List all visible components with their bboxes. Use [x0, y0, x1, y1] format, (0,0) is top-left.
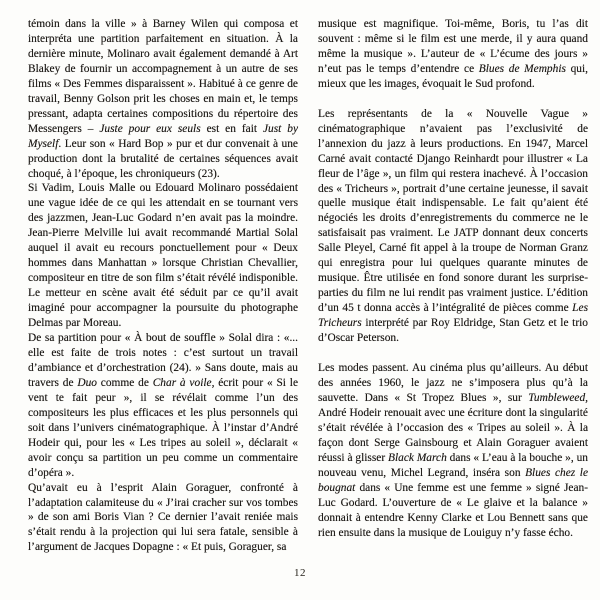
paragraph	[28, 17, 298, 181]
body-text: dans « Une femme est une femme » signé Jean-Luc Godard. L’ouverture de « Le glaive et la balance » donnait à entendre Kenny Clarke et Lou Bennett sans que rien ensuite dans la musique de Louiguy n’y fasse écho.	[318, 481, 588, 539]
body-text: Si Vadim, Louis Malle ou Edouard Molinaro possédaient une vague idée de ce qui les attendait en se tournant vers des jazzmen, Jean-Luc Godard n’en avait pas la moindre. Jean-Pierre Melville lui avait recommandé Martial Solal auquel il avait eu recours ponctuellement pour « Deux hommes dans Manhattan » lorsque Christian Chevallier, compositeur en titre de son film s’était révélé indisponible. Le metteur en scène avait été séduit par ce qu’il avait imaginé pour accompagner la poursuite du photographe Delmas par Moreau.	[28, 182, 298, 330]
body-text: est en fait	[200, 122, 263, 135]
paragraph	[28, 481, 298, 556]
work-title-italic: Just by Myself	[28, 122, 298, 150]
paragraph	[318, 17, 588, 92]
body-text: musique est magnifique. Toi-même, Boris, tu l’as dit souvent : même si le film est une merde, il y aura quand même la musique ». L’auteur de « L’écume des jours » n’eut pas le temps d’entendre ce	[318, 18, 588, 75]
body-text: qui, mieux que les images, évoquait le Sud profond.	[318, 62, 588, 90]
paragraph	[318, 107, 588, 346]
body-text: Les modes passent. Au cinéma plus qu’ailleurs. Au début des années 1960, le jazz ne s’imposera plus qu’à la sauvette. Dans « St Tropez Blues », sur	[318, 362, 588, 404]
body-text: Qu’avait eu à l’esprit Alain Goraguer, confronté à l’adaptation calamiteuse du « J’irai cracher sur vos tombes » de son ami Boris Vian ? Ce dernier l’avait reniée mais s’était rendu à la projection qui lui sera fatale, sensible à l’argument de Jacques Dopagne : « Et puis, Goraguer, sa	[28, 481, 298, 554]
paragraph	[318, 361, 588, 540]
work-title-italic: Blues chez le bougnat	[318, 466, 589, 494]
work-title-italic: Duo	[77, 376, 97, 389]
work-title-italic: Les Tricheurs	[318, 302, 588, 330]
paragraph	[28, 181, 298, 331]
work-title-italic: Juste pour eux seuls	[99, 122, 201, 135]
body-text: interprété par Roy Eldridge, Stan Getz et le trio d’Oscar Peterson.	[318, 317, 588, 345]
body-text: . Leur son « Hard Bop » pur et dur convenait à une production dont la brutalité de certaines séquences avait choqué, à l’époque, les chroniqueurs (23).	[28, 137, 298, 180]
body-text: André Hodeir renouait avec une écriture dont la singularité s’était révélée à l’occasion des « Tripes au soleil ». À la façon dont Serge Gainsbourg et Alain Goraguer avaient réussi à glisser	[318, 406, 588, 464]
page-number: 12	[294, 567, 306, 579]
work-title-italic: Blues de Memphis	[478, 62, 566, 75]
work-title-italic: Char à voile,	[152, 376, 215, 389]
body-text: dans « L’eau à la bouche », un nouveau venu, Michel Legrand, inséra son	[318, 451, 588, 479]
paragraph	[28, 331, 298, 481]
text-column-right	[318, 17, 588, 540]
body-text: comme de	[96, 376, 153, 389]
body-text: écrit pour « Si le vent te fait peur », il se révélait comme l’un des compositeurs les plus efficaces et les plus personnels qui soit dans l’univers cinématographique. À l’instar d’André Hodeir qui, pour les « Les tripes au soleil », déclarait « avoir conçu sa partition un peu comme un commentaire d’opéra ».	[28, 376, 298, 479]
work-title-italic: Black March	[388, 451, 447, 464]
text-column-left	[28, 17, 298, 555]
work-title-italic: Tumbleweed,	[528, 391, 588, 404]
body-text: témoin dans la ville » à Barney Wilen qui composa et interpréta une partition parfaitement en situation. À la dernière minute, Molinaro avait également demandé à Art Blakey de fournir un accompagnement à un autre de ses films « Des Femmes disparaissent ». Habitué à ce genre de travail, Benny Golson prit les choses en main et, le temps pressant, adapta certaines compositions du répertoire des Messengers –	[28, 18, 298, 135]
body-text: Les représentants de la « Nouvelle Vague » cinématographique n’avaient pas l’exclusivité de l’annexion du jazz à leurs productions. En 1947, Marcel Carné avait contacté Django Reinhardt pour illustrer « La fleur de l’âge », un film qui restera inachevé. À l’occasion des « Tricheurs », portrait d’une certaine jeunesse, il savait quelle musique était indispensable. Le fait qu’aient été négociés les droits d’enregistrements du commerce ne le satisfaisait pas vraiment. Le JATP donnant deux concerts Salle Pleyel, Carné fit appel à la troupe de Norman Granz qui enregistra pour lui quelques quarante minutes de musique. Être utilisée en fond sonore durant les surprise-parties du film ne lui rendit pas vraiment justice. L’édition d’un 45 t donna accès à l’intégralité de pièces comme	[318, 107, 588, 315]
body-text: De sa partition pour « À bout de souffle » Solal dira : «... elle est faite de trois notes : c’est surtout un travail d’ambiance et d’orchestration (24). » Sans doute, mais au travers de	[28, 332, 298, 389]
